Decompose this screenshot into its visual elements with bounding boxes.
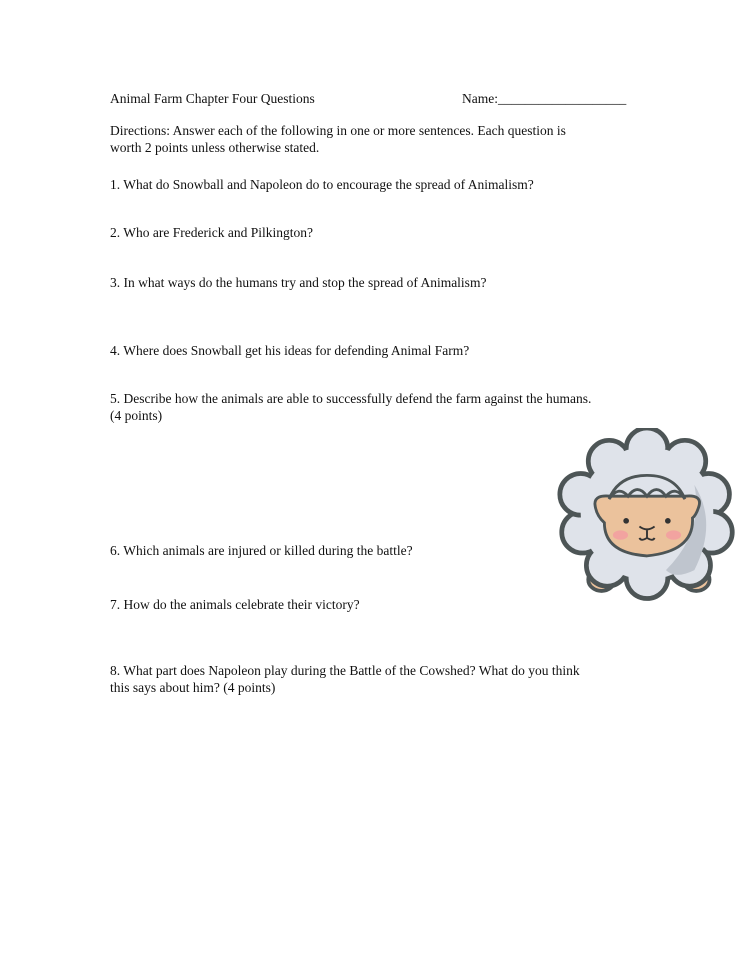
question-6: 6. Which animals are injured or killed during the battle? (110, 543, 413, 558)
question-8-line-2: this says about him? (4 points) (110, 680, 276, 695)
name-blank: ___________________ (498, 91, 627, 106)
question-2: 2. Who are Frederick and Pilkington? (110, 225, 313, 240)
sheep-illustration (552, 428, 742, 608)
directions-line-1: Directions: Answer each of the following in one or more sentences. Each question is (110, 123, 566, 138)
directions-line-2: worth 2 points unless otherwise stated. (110, 140, 320, 155)
name-label: Name: (462, 91, 498, 106)
question-8: 8. What part does Napoleon play during the Battle of the Cowshed? What do you think (110, 663, 580, 678)
question-3: 3. In what ways do the humans try and stop the spread of Animalism? (110, 275, 487, 290)
question-1: 1. What do Snowball and Napoleon do to encourage the spread of Animalism? (110, 177, 534, 192)
worksheet-title: Animal Farm Chapter Four Questions (110, 91, 315, 106)
question-4: 4. Where does Snowball get his ideas for defending Animal Farm? (110, 343, 470, 358)
question-5: 5. Describe how the animals are able to successfully defend the farm against the humans. (110, 391, 592, 406)
question-7: 7. How do the animals celebrate their victory? (110, 597, 360, 612)
question-5-line-2: (4 points) (110, 408, 163, 423)
name-field (462, 90, 626, 107)
